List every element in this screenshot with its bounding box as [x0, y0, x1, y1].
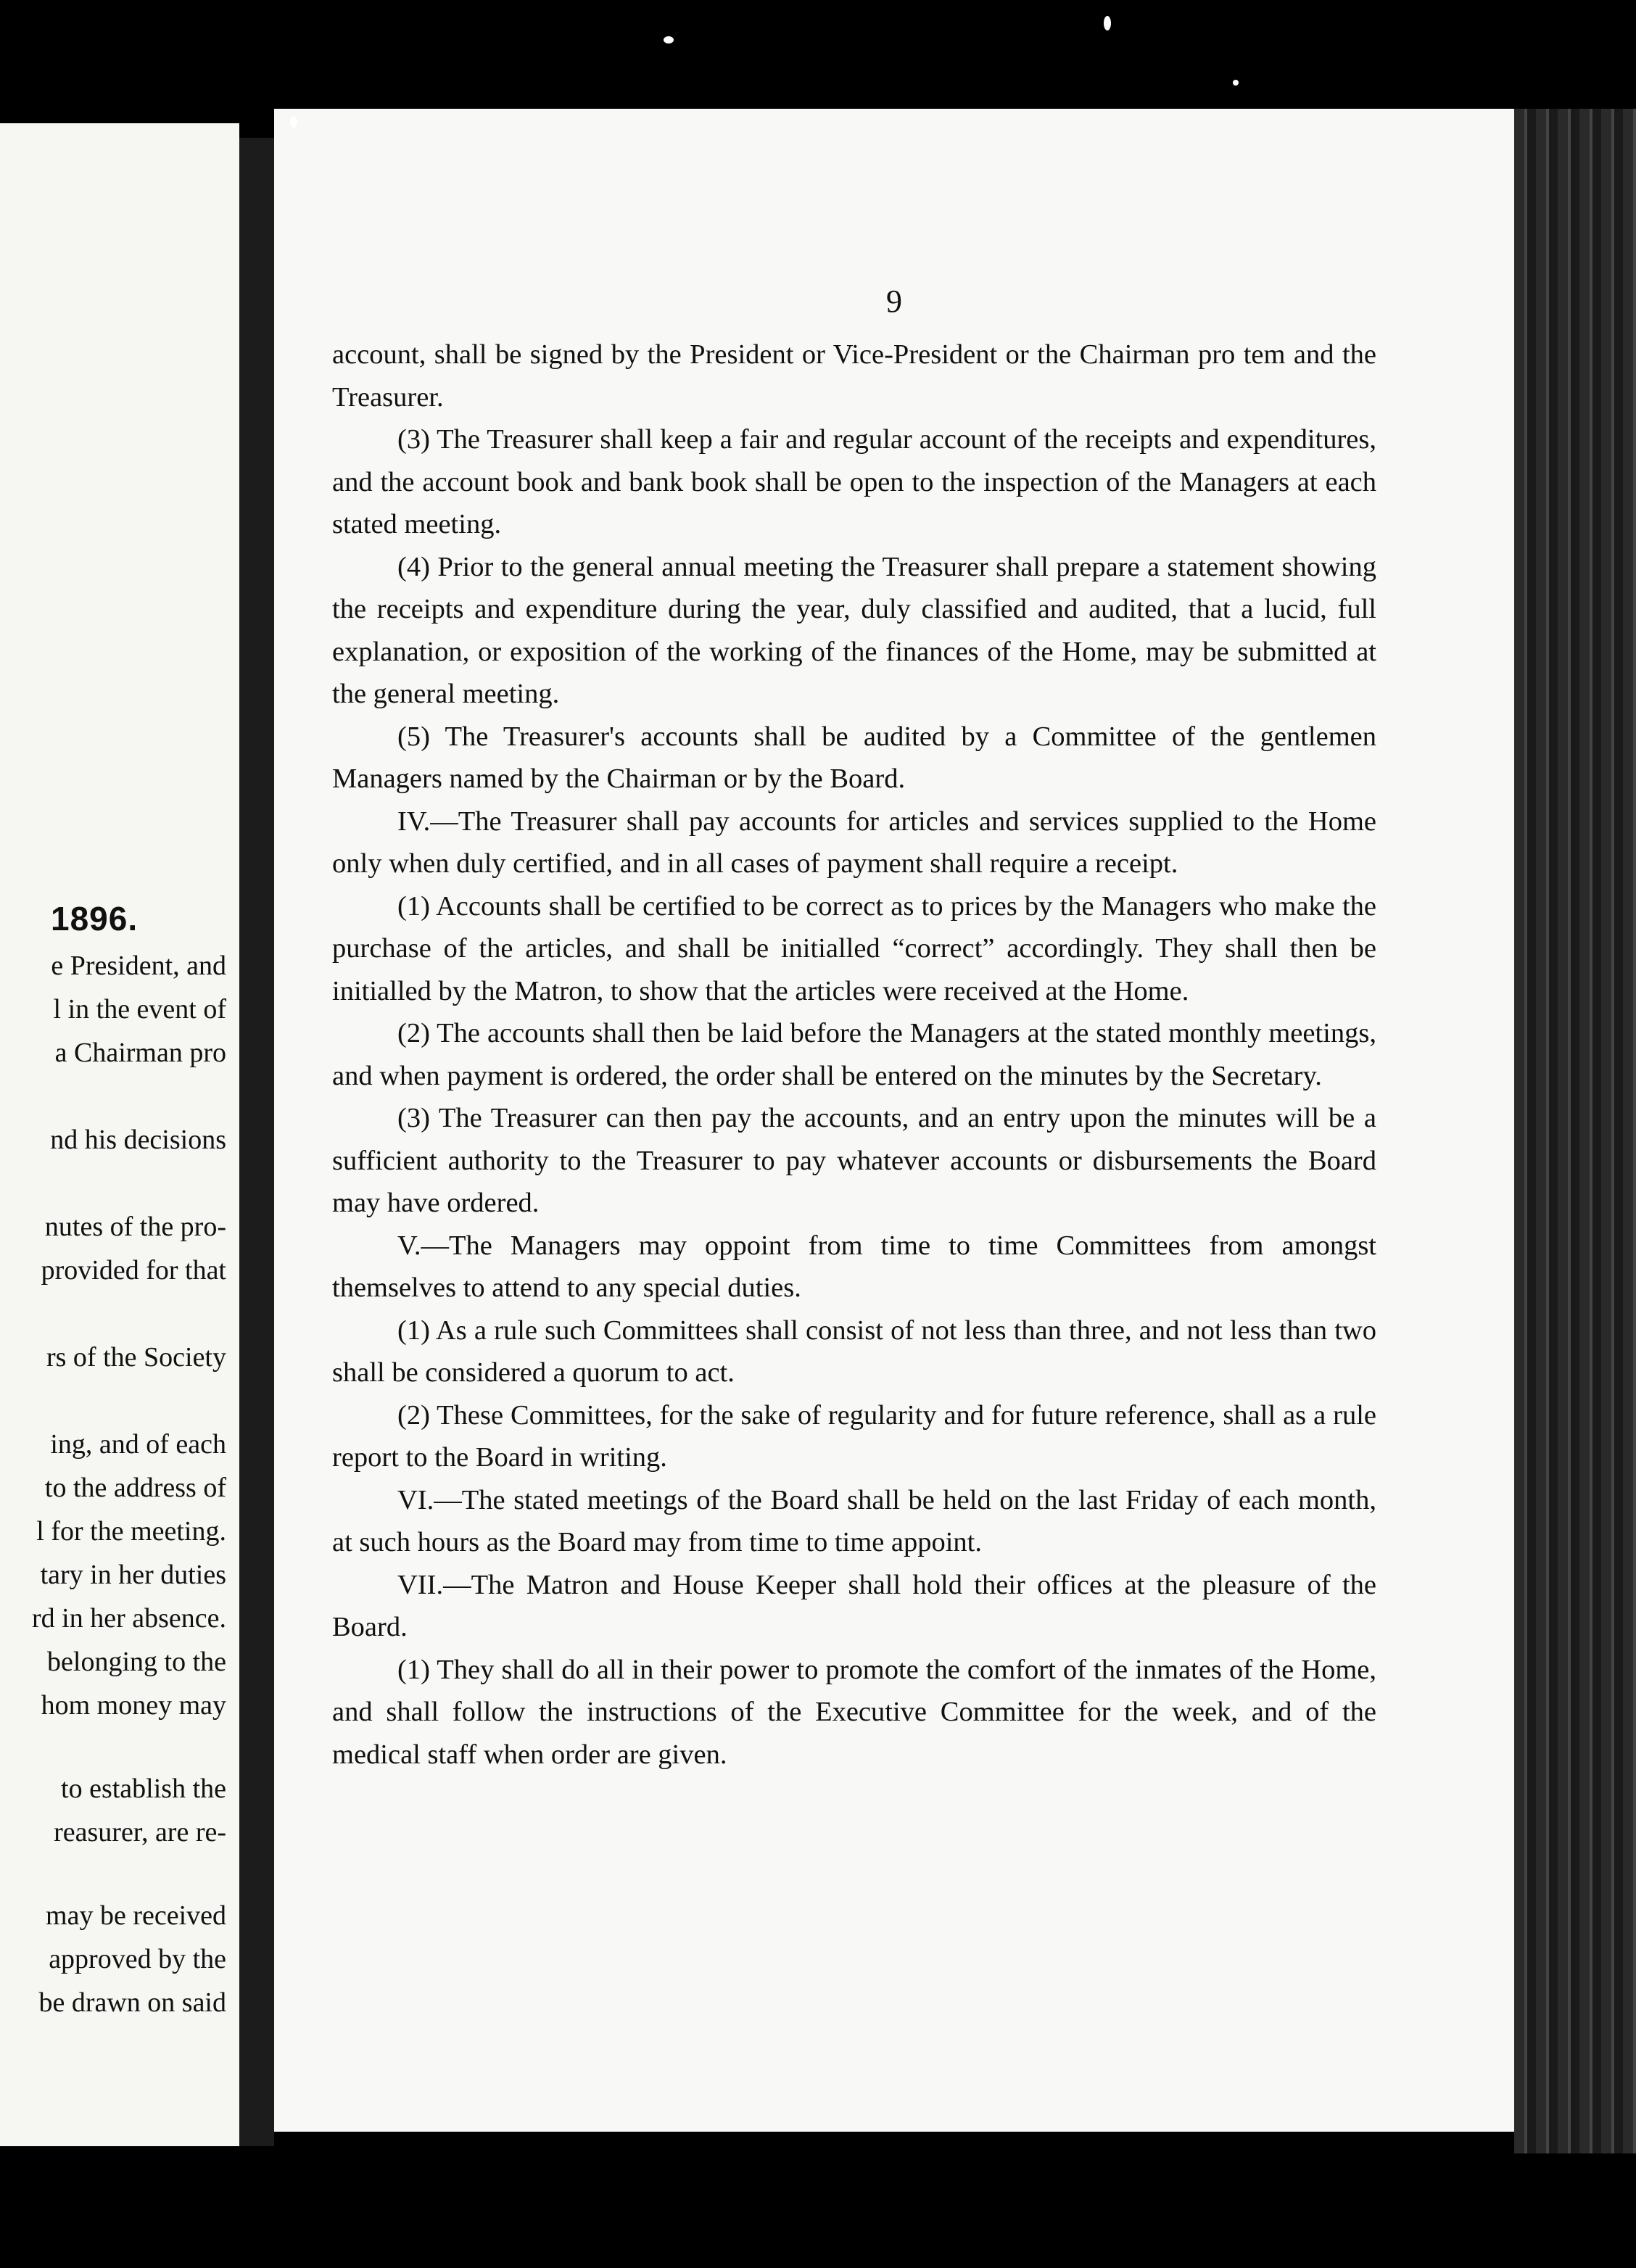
left-page-line: a Chairman pro: [54, 1038, 226, 1068]
scan-speck: [1104, 16, 1111, 30]
left-page-line: rd in her absence.: [32, 1603, 226, 1634]
scan-speck: [290, 116, 297, 128]
left-page-line: belonging to the: [47, 1647, 226, 1677]
book-page-edges: [1514, 109, 1636, 2153]
body-paragraph: (1) They shall do all in their power to promote the comfort of the inmates of the Home, and shall follow the instructions of the Executive Committee for the week, and of the medical staff when order are given.: [332, 1654, 1376, 1770]
left-page-line: be drawn on said: [38, 1987, 226, 2018]
book-gutter: [239, 138, 274, 2146]
page-body-text: [332, 334, 1376, 1776]
scan-speck: [1233, 80, 1239, 86]
body-paragraph: (4) Prior to the general annual meeting the Treasurer shall prepare a statement showing the receipts and expenditure during the year, duly classified and audited, that a lucid, full explanation, or exposition of the working of the finances of the Home, may be submitted at the general meeting.: [332, 551, 1376, 709]
body-paragraph: VI.—The stated meetings of the Board shall be held on the last Friday of each month, at such hours as the Board may from time to time appoint.: [332, 1484, 1376, 1557]
body-paragraph: (2) These Committees, for the sake of regularity and for future reference, shall as a rule report to the Board in writing.: [332, 1399, 1376, 1473]
body-paragraph: (3) The Treasurer can then pay the accounts, and an entry upon the minutes will be a sufficient authority to the Treasurer to pay whatever accounts or disbursements the Board may have ordered.: [332, 1103, 1376, 1218]
body-paragraph: IV.—The Treasurer shall pay accounts for articles and services supplied to the Home only when duly certified, and in all cases of payment shall require a receipt.: [332, 806, 1376, 879]
body-paragraph: (3) The Treasurer shall keep a fair and regular account of the receipts and expenditures, and the account book and bank book shall be open to the inspection of the Managers at each stated meeting.: [332, 424, 1376, 539]
left-facing-page: [0, 123, 239, 2146]
left-page-year: 1896.: [51, 900, 139, 938]
left-page-line: nutes of the pro-: [44, 1212, 226, 1242]
left-page-line: reasurer, are re-: [54, 1817, 226, 1847]
left-page-line: l in the event of: [53, 994, 226, 1025]
body-paragraph: VII.—The Matron and House Keeper shall hold their offices at the pleasure of the Board.: [332, 1569, 1376, 1642]
body-paragraph: (1) As a rule such Committees shall consist of not less than three, and not less than two shall be considered a quorum to act.: [332, 1315, 1376, 1388]
page-number: 9: [886, 284, 902, 319]
left-page-line: rs of the Society: [46, 1342, 226, 1373]
left-page-line: nd his decisions: [50, 1125, 226, 1155]
body-paragraph: V.—The Managers may oppoint from time to time Committees from amongst themselves to attend to any special duties.: [332, 1230, 1376, 1303]
body-paragraph: (2) The accounts shall then be laid before the Managers at the stated monthly meetings, and when payment is ordered, the order shall be entered on the minutes by the Secretary.: [332, 1018, 1376, 1091]
body-paragraph: (5) The Treasurer's accounts shall be audited by a Committee of the gentlemen Managers named by the Chairman or by the Board.: [332, 721, 1376, 794]
left-page-line: may be received: [46, 1900, 226, 1931]
scan-speck: [664, 36, 674, 44]
left-page-line: e President, and: [51, 951, 226, 981]
left-page-line: ing, and of each: [50, 1429, 226, 1460]
body-paragraph: (1) Accounts shall be certified to be correct as to prices by the Managers who make the purchase of the articles, and shall be initialled “correct” accordingly. They shall then be initialled by the Matron, to show that the articles were received at the Home.: [332, 890, 1376, 1006]
left-page-line: approved by the: [49, 1944, 226, 1974]
body-paragraph: account, shall be signed by the President or Vice-President or the Chairman pro tem and the Treasurer.: [332, 339, 1376, 413]
left-page-line: provided for that: [41, 1255, 226, 1286]
right-page: [274, 109, 1514, 2132]
left-page-line: to establish the: [61, 1774, 226, 1804]
left-page-line: to the address of: [44, 1473, 226, 1503]
left-page-line: hom money may: [41, 1690, 226, 1721]
left-page-line: tary in her duties: [40, 1560, 226, 1590]
left-page-line: l for the meeting.: [36, 1516, 226, 1547]
